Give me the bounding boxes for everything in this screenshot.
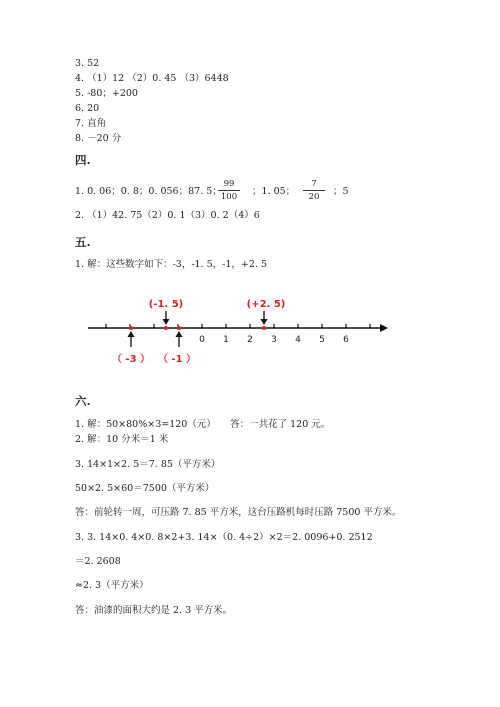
fraction-denominator: 20 (308, 192, 320, 202)
arrow-head-icon (261, 319, 268, 325)
label-neg1-5: (-1. 5) (148, 299, 184, 310)
answer-line: 3. 3. 14×0. 4×0. 8×2+3. 14×（0. 4÷2）×2＝2. 0096+0. 2512 (75, 532, 373, 543)
label-neg1: （ -1 ） (157, 354, 197, 365)
answer-line: 1. 解：50×80%×3=120（元） 答：一共花了 120 元。 (75, 419, 331, 430)
tick-label: 5 (319, 335, 325, 345)
tick-label: 3 (271, 335, 277, 345)
tick-label: 6 (343, 335, 349, 345)
answer-line: 1. 0. 06；0. 8；0. 056；87. 5； (75, 186, 222, 197)
answer-line: 6. 20 (75, 103, 100, 114)
tick-label: 2 (247, 335, 253, 345)
answer-line: ；1. 05； (252, 186, 296, 197)
point-neg1 (177, 326, 181, 330)
tick-label: 1 (223, 335, 229, 345)
point-pos2-5 (262, 326, 266, 330)
section-heading: 四. (75, 153, 91, 167)
answer-line: 2. （1）42. 75（2）0. 1（3）0. 2（4）6 (75, 210, 260, 221)
arrow-head-icon (163, 319, 170, 325)
axis-arrow-icon (380, 324, 388, 332)
answer-line: 3. 14×1×2. 5＝7. 85（平方米） (75, 459, 221, 470)
tick-marks (106, 324, 370, 345)
answer-line: 4. （1）12 （2）0. 45 （3）6448 (75, 73, 229, 84)
answer-line: 2. 解：10 分米＝1 米 (75, 434, 169, 445)
answer-line: 答：油漆的面积大约是 2. 3 平方米。 (75, 605, 233, 616)
point-neg1-5 (164, 326, 168, 330)
fraction (303, 179, 325, 202)
number-line-figure (0, 290, 500, 380)
answer-line: 5. -80；+200 (75, 88, 138, 99)
answer-line: 50×2. 5×60＝7500（平方米） (75, 483, 215, 494)
point-neg3 (129, 326, 133, 330)
answer-line: ＝2. 2608 (75, 556, 121, 567)
answer-line: 答：前轮转一周，可压路 7. 85 平方米，这台压路机每时压路 7500 平方米。 (75, 507, 402, 518)
section-heading: 六. (75, 394, 91, 408)
fraction-numerator: 7 (311, 179, 317, 189)
fraction (218, 179, 240, 202)
answer-line: ；5 (333, 186, 349, 197)
arrow-head-icon (176, 331, 183, 337)
answer-line: 8. －20 分 (75, 133, 122, 144)
fraction-numerator: 99 (223, 179, 235, 189)
answer-line: 7. 直角 (75, 118, 107, 129)
answer-line: 1. 解：这些数字如下：-3，-1. 5，-1，+2. 5 (75, 259, 268, 270)
tick-label: 0 (199, 335, 205, 345)
label-pos2-5: (+2. 5) (246, 299, 286, 310)
answer-line: 3. 52 (75, 58, 100, 69)
fraction-denominator: 100 (220, 192, 238, 202)
section-heading: 五. (75, 235, 91, 249)
label-neg3: （ -3 ） (111, 354, 151, 365)
answer-line: ≈2. 3（平方米） (75, 580, 149, 591)
arrow-head-icon (128, 331, 135, 337)
tick-label: 4 (295, 335, 301, 345)
